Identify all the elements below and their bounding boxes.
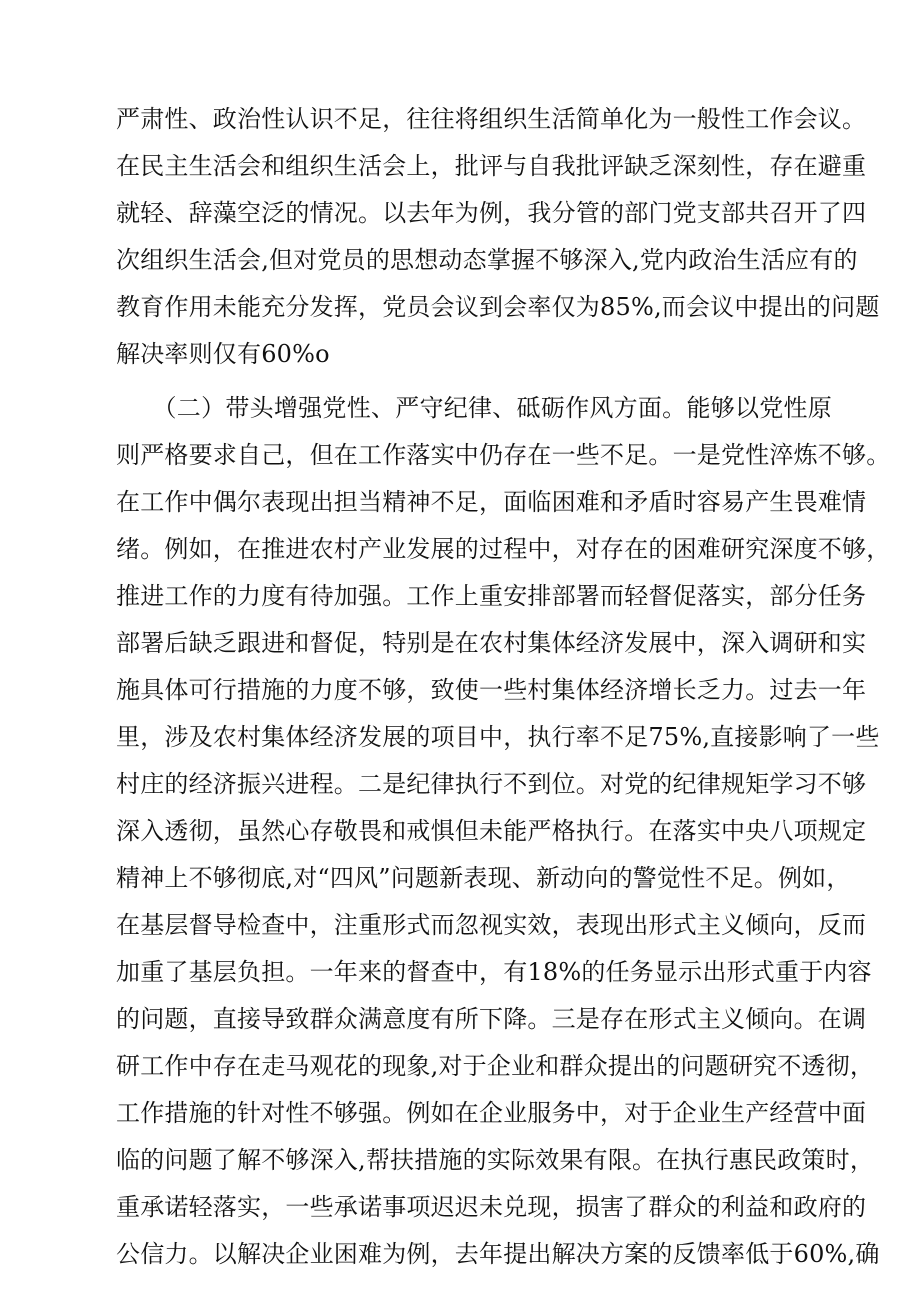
- text-line: 村庄的经济振兴进程。二是纪律执行不到位。对党的纪律规矩学习不够: [116, 770, 867, 798]
- document-page: [116, 96, 891, 1278]
- text-line: 解决率则仅有60%o: [116, 340, 330, 368]
- text-line: 严肃性、政治性认识不足，往往将组织生活简单化为一般性工作会议。: [116, 105, 867, 133]
- text-line: 部署后缺乏跟进和督促，特别是在农村集体经济发展中，深入调研和实: [116, 629, 867, 657]
- text-line: 推进工作的力度有待加强。工作上重安排部署而轻督促落实，部分任务: [116, 582, 867, 610]
- text-line: 次组织生活会,但对党员的思想动态掌握不够深入,党内政治生活应有的: [116, 246, 858, 274]
- text-line: 里，涉及农村集体经济发展的项目中，执行率不足75%,直接影响了一些: [116, 723, 880, 751]
- text-line: 在民主生活会和组织生活会上，批评与自我批评缺乏深刻性，存在避重: [116, 152, 867, 180]
- text-line: 在工作中偶尔表现出担当精神不足，面临困难和矛盾时容易产生畏难情: [116, 488, 867, 516]
- text-line: （二）带头增强党性、严守纪律、砥砺作风方面。能够以党性原: [116, 394, 832, 422]
- text-line: 在基层督导检查中，注重形式而忽视实效，表现出形式主义倾向，反而: [116, 911, 867, 939]
- paragraph-1: [116, 96, 880, 378]
- text-line: 临的问题了解不够深入,帮扶措施的实际效果有限。在执行惠民政策时，: [116, 1146, 875, 1174]
- text-line: 深入透彻，虽然心存敬畏和戒惧但未能严格执行。在落实中央八项规定: [116, 817, 867, 845]
- text-line: 研工作中存在走马观花的现象,对于企业和群众提出的问题研究不透彻，: [116, 1052, 875, 1080]
- text-line: 教育作用未能充分发挥，党员会议到会率仅为85%,而会议中提出的问题: [116, 293, 880, 321]
- paragraph-2: [116, 385, 891, 1278]
- text-line: 则严格要求自己，但在工作落实中仍存在一些不足。一是党性淬炼不够。: [116, 441, 891, 469]
- text-line: 的问题，直接导致群众满意度有所下降。三是存在形式主义倾向。在调: [116, 1005, 867, 1033]
- text-line: 精神上不够彻底,对“四风”问题新表现、新动向的警觉性不足。例如，: [116, 864, 851, 892]
- text-line: 绪。例如，在推进农村产业发展的过程中，对存在的困难研究深度不够，: [116, 535, 891, 563]
- text-line: 加重了基层负担。一年来的督查中，有18%的任务显示出形式重于内容: [116, 958, 872, 986]
- text-line: 施具体可行措施的力度不够，致使一些村集体经济增长乏力。过去一年: [116, 676, 867, 704]
- text-line: 公信力。以解决企业困难为例，去年提出解决方案的反馈率低于60%,确: [116, 1240, 880, 1268]
- text-line: 就轻、辞藻空泛的情况。以去年为例，我分管的部门党支部共召开了四: [116, 199, 867, 227]
- text-line: 重承诺轻落实，一些承诺事项迟迟未兑现，损害了群众的利益和政府的: [116, 1193, 867, 1221]
- text-line: 工作措施的针对性不够强。例如在企业服务中，对于企业生产经营中面: [116, 1099, 867, 1127]
